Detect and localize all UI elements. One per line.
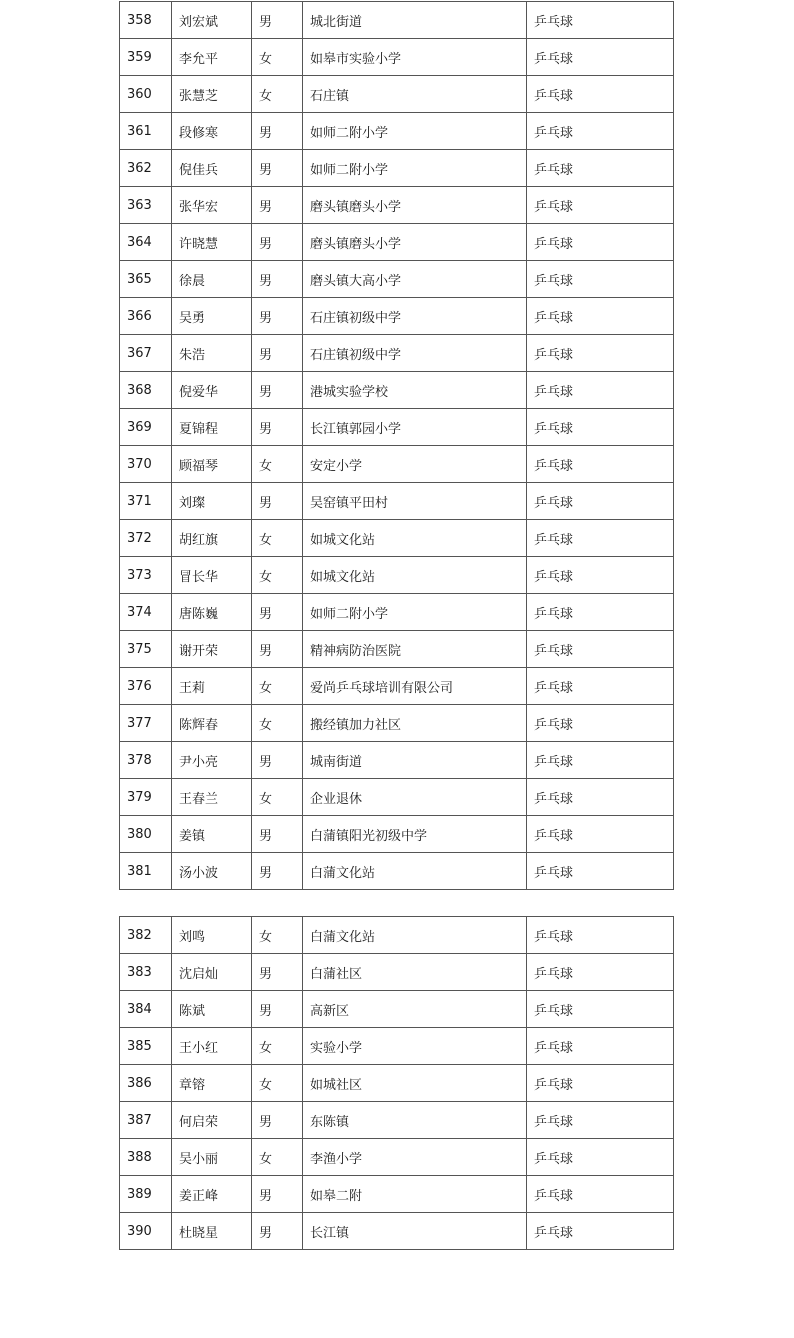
cell-number: 385 — [120, 1028, 172, 1065]
cell-number: 379 — [120, 779, 172, 816]
table-row — [120, 261, 674, 298]
cell-gender: 女 — [252, 446, 303, 483]
cell-sport: 乒乓球 — [527, 1065, 674, 1102]
cell-sport: 乒乓球 — [527, 372, 674, 409]
cell-gender: 男 — [252, 483, 303, 520]
cell-number: 360 — [120, 76, 172, 113]
cell-name: 王春兰 — [172, 779, 252, 816]
cell-number: 384 — [120, 991, 172, 1028]
cell-number: 372 — [120, 520, 172, 557]
cell-gender: 男 — [252, 409, 303, 446]
cell-sport: 乒乓球 — [527, 187, 674, 224]
table-row — [120, 594, 674, 631]
cell-name: 倪佳兵 — [172, 150, 252, 187]
table-row — [120, 187, 674, 224]
cell-number: 383 — [120, 954, 172, 991]
cell-unit: 爱尚乒乓球培训有限公司 — [303, 668, 527, 705]
cell-number: 381 — [120, 853, 172, 890]
cell-name: 唐陈巍 — [172, 594, 252, 631]
cell-gender: 男 — [252, 2, 303, 39]
cell-name: 徐晨 — [172, 261, 252, 298]
cell-sport: 乒乓球 — [527, 335, 674, 372]
cell-unit: 长江镇 — [303, 1213, 527, 1250]
cell-number: 361 — [120, 113, 172, 150]
cell-unit: 实验小学 — [303, 1028, 527, 1065]
cell-unit: 如师二附小学 — [303, 594, 527, 631]
cell-sport: 乒乓球 — [527, 409, 674, 446]
cell-sport: 乒乓球 — [527, 1139, 674, 1176]
cell-unit: 如皋市实验小学 — [303, 39, 527, 76]
cell-name: 段修寒 — [172, 113, 252, 150]
table-row — [120, 1028, 674, 1065]
cell-sport: 乒乓球 — [527, 1213, 674, 1250]
cell-gender: 女 — [252, 705, 303, 742]
cell-number: 363 — [120, 187, 172, 224]
cell-sport: 乒乓球 — [527, 742, 674, 779]
cell-number: 367 — [120, 335, 172, 372]
cell-gender: 男 — [252, 187, 303, 224]
cell-gender: 女 — [252, 1139, 303, 1176]
cell-number: 358 — [120, 2, 172, 39]
cell-gender: 男 — [252, 372, 303, 409]
cell-sport: 乒乓球 — [527, 224, 674, 261]
cell-name: 杜晓星 — [172, 1213, 252, 1250]
cell-sport: 乒乓球 — [527, 483, 674, 520]
cell-gender: 女 — [252, 520, 303, 557]
cell-name: 李允平 — [172, 39, 252, 76]
cell-gender: 男 — [252, 261, 303, 298]
cell-gender: 女 — [252, 1028, 303, 1065]
cell-sport: 乒乓球 — [527, 1028, 674, 1065]
cell-name: 冒长华 — [172, 557, 252, 594]
cell-gender: 男 — [252, 335, 303, 372]
cell-name: 刘宏斌 — [172, 2, 252, 39]
table-row — [120, 991, 674, 1028]
cell-number: 389 — [120, 1176, 172, 1213]
table-row — [120, 1176, 674, 1213]
cell-name: 汤小波 — [172, 853, 252, 890]
cell-number: 387 — [120, 1102, 172, 1139]
cell-unit: 城北街道 — [303, 2, 527, 39]
cell-sport: 乒乓球 — [527, 668, 674, 705]
cell-name: 尹小亮 — [172, 742, 252, 779]
cell-number: 364 — [120, 224, 172, 261]
cell-sport: 乒乓球 — [527, 1102, 674, 1139]
cell-name: 姜镇 — [172, 816, 252, 853]
cell-gender: 女 — [252, 1065, 303, 1102]
cell-number: 386 — [120, 1065, 172, 1102]
cell-unit: 磨头镇磨头小学 — [303, 224, 527, 261]
table-row — [120, 779, 674, 816]
cell-name: 张华宏 — [172, 187, 252, 224]
cell-name: 王莉 — [172, 668, 252, 705]
cell-unit: 磨头镇磨头小学 — [303, 187, 527, 224]
table-row — [120, 742, 674, 779]
cell-number: 362 — [120, 150, 172, 187]
cell-sport: 乒乓球 — [527, 150, 674, 187]
cell-unit: 如师二附小学 — [303, 150, 527, 187]
table-row — [120, 1065, 674, 1102]
cell-name: 陈斌 — [172, 991, 252, 1028]
cell-unit: 石庄镇 — [303, 76, 527, 113]
table-row — [120, 668, 674, 705]
cell-sport: 乒乓球 — [527, 557, 674, 594]
table-row — [120, 1139, 674, 1176]
cell-gender: 女 — [252, 779, 303, 816]
cell-name: 刘鸣 — [172, 917, 252, 954]
cell-number: 370 — [120, 446, 172, 483]
table-row — [120, 816, 674, 853]
cell-unit: 港城实验学校 — [303, 372, 527, 409]
cell-unit: 石庄镇初级中学 — [303, 335, 527, 372]
cell-name: 沈启灿 — [172, 954, 252, 991]
cell-gender: 女 — [252, 668, 303, 705]
cell-name: 吴小丽 — [172, 1139, 252, 1176]
cell-sport: 乒乓球 — [527, 816, 674, 853]
roster-table-part-2 — [119, 916, 674, 1250]
cell-unit: 长江镇郭园小学 — [303, 409, 527, 446]
cell-unit: 吴窑镇平田村 — [303, 483, 527, 520]
cell-name: 许晓慧 — [172, 224, 252, 261]
cell-unit: 安定小学 — [303, 446, 527, 483]
cell-number: 376 — [120, 668, 172, 705]
cell-gender: 女 — [252, 76, 303, 113]
cell-sport: 乒乓球 — [527, 594, 674, 631]
cell-sport: 乒乓球 — [527, 39, 674, 76]
table-row — [120, 113, 674, 150]
cell-gender: 男 — [252, 631, 303, 668]
cell-unit: 搬经镇加力社区 — [303, 705, 527, 742]
cell-number: 375 — [120, 631, 172, 668]
cell-number: 380 — [120, 816, 172, 853]
cell-sport: 乒乓球 — [527, 954, 674, 991]
cell-unit: 如皋二附 — [303, 1176, 527, 1213]
cell-gender: 男 — [252, 1176, 303, 1213]
table-row — [120, 76, 674, 113]
table-row — [120, 705, 674, 742]
cell-name: 夏锦程 — [172, 409, 252, 446]
cell-sport: 乒乓球 — [527, 261, 674, 298]
table-row — [120, 224, 674, 261]
cell-sport: 乒乓球 — [527, 2, 674, 39]
cell-name: 张慧芝 — [172, 76, 252, 113]
cell-gender: 男 — [252, 298, 303, 335]
cell-unit: 白蒲镇阳光初级中学 — [303, 816, 527, 853]
table-row — [120, 2, 674, 39]
cell-number: 368 — [120, 372, 172, 409]
cell-unit: 白蒲社区 — [303, 954, 527, 991]
cell-gender: 男 — [252, 853, 303, 890]
cell-unit: 石庄镇初级中学 — [303, 298, 527, 335]
cell-sport: 乒乓球 — [527, 1176, 674, 1213]
table-row — [120, 372, 674, 409]
cell-name: 胡红旗 — [172, 520, 252, 557]
table-row — [120, 917, 674, 954]
cell-name: 顾福琴 — [172, 446, 252, 483]
cell-name: 何启荣 — [172, 1102, 252, 1139]
cell-sport: 乒乓球 — [527, 298, 674, 335]
cell-name: 章镕 — [172, 1065, 252, 1102]
table-row — [120, 1102, 674, 1139]
cell-sport: 乒乓球 — [527, 705, 674, 742]
table-row — [120, 631, 674, 668]
cell-gender: 男 — [252, 954, 303, 991]
cell-name: 吴勇 — [172, 298, 252, 335]
cell-sport: 乒乓球 — [527, 853, 674, 890]
cell-gender: 女 — [252, 917, 303, 954]
cell-gender: 男 — [252, 816, 303, 853]
cell-unit: 如城文化站 — [303, 520, 527, 557]
cell-number: 366 — [120, 298, 172, 335]
roster-table-body — [120, 917, 674, 1250]
cell-name: 谢开荣 — [172, 631, 252, 668]
cell-number: 388 — [120, 1139, 172, 1176]
table-row — [120, 150, 674, 187]
table-row — [120, 954, 674, 991]
cell-sport: 乒乓球 — [527, 917, 674, 954]
cell-number: 377 — [120, 705, 172, 742]
cell-number: 390 — [120, 1213, 172, 1250]
cell-unit: 企业退休 — [303, 779, 527, 816]
cell-unit: 磨头镇大高小学 — [303, 261, 527, 298]
cell-sport: 乒乓球 — [527, 631, 674, 668]
cell-unit: 精神病防治医院 — [303, 631, 527, 668]
table-row — [120, 298, 674, 335]
cell-number: 374 — [120, 594, 172, 631]
table-row — [120, 1213, 674, 1250]
cell-number: 369 — [120, 409, 172, 446]
table-row — [120, 557, 674, 594]
cell-number: 365 — [120, 261, 172, 298]
cell-name: 陈辉春 — [172, 705, 252, 742]
cell-unit: 白蒲文化站 — [303, 917, 527, 954]
cell-sport: 乒乓球 — [527, 520, 674, 557]
cell-gender: 男 — [252, 742, 303, 779]
cell-unit: 李渔小学 — [303, 1139, 527, 1176]
cell-sport: 乒乓球 — [527, 779, 674, 816]
cell-sport: 乒乓球 — [527, 991, 674, 1028]
table-row — [120, 520, 674, 557]
cell-gender: 女 — [252, 39, 303, 76]
table-row — [120, 39, 674, 76]
cell-unit: 高新区 — [303, 991, 527, 1028]
cell-unit: 如城文化站 — [303, 557, 527, 594]
roster-table-body — [120, 2, 674, 890]
cell-unit: 如城社区 — [303, 1065, 527, 1102]
cell-sport: 乒乓球 — [527, 76, 674, 113]
roster-table-part-1 — [119, 1, 674, 890]
table-row — [120, 335, 674, 372]
cell-unit: 城南街道 — [303, 742, 527, 779]
table-row — [120, 409, 674, 446]
cell-unit: 如师二附小学 — [303, 113, 527, 150]
cell-gender: 男 — [252, 150, 303, 187]
cell-gender: 男 — [252, 113, 303, 150]
cell-sport: 乒乓球 — [527, 446, 674, 483]
cell-gender: 男 — [252, 991, 303, 1028]
cell-number: 378 — [120, 742, 172, 779]
cell-name: 王小红 — [172, 1028, 252, 1065]
table-row — [120, 853, 674, 890]
cell-name: 刘璨 — [172, 483, 252, 520]
table-row — [120, 446, 674, 483]
cell-name: 倪爱华 — [172, 372, 252, 409]
cell-gender: 男 — [252, 1102, 303, 1139]
cell-name: 姜正峰 — [172, 1176, 252, 1213]
cell-unit: 东陈镇 — [303, 1102, 527, 1139]
cell-gender: 男 — [252, 1213, 303, 1250]
cell-number: 373 — [120, 557, 172, 594]
cell-gender: 男 — [252, 224, 303, 261]
table-row — [120, 483, 674, 520]
cell-gender: 男 — [252, 594, 303, 631]
cell-number: 359 — [120, 39, 172, 76]
cell-gender: 女 — [252, 557, 303, 594]
cell-unit: 白蒲文化站 — [303, 853, 527, 890]
cell-number: 371 — [120, 483, 172, 520]
cell-sport: 乒乓球 — [527, 113, 674, 150]
cell-name: 朱浩 — [172, 335, 252, 372]
cell-number: 382 — [120, 917, 172, 954]
